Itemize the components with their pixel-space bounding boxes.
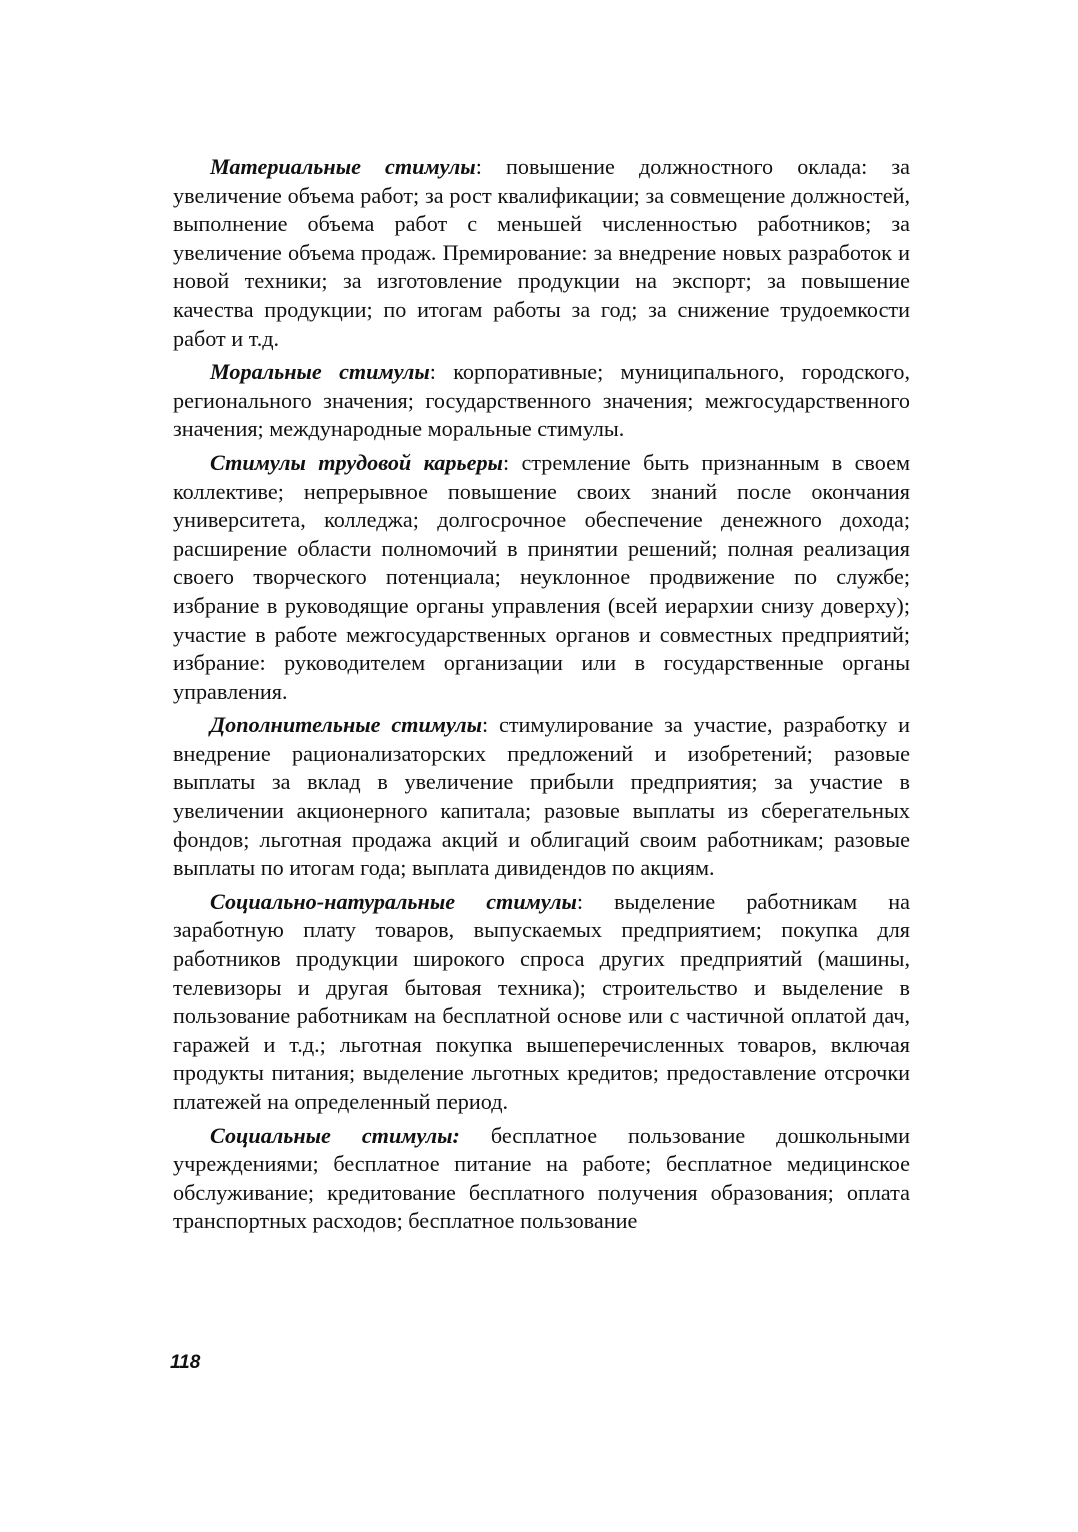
term-career-incentives: Стимулы трудовой карьеры <box>210 449 503 475</box>
paragraph-career-incentives <box>173 449 910 706</box>
paragraph-text: : корпоративные; муниципального, городского, регионального значения; государственного значения; межгосударственного значения; международные моральные стимулы. <box>173 359 910 442</box>
paragraph-text: : стимулирование за участие, разработку и внедрение рационализаторских предложений и изобретений; разовые выплаты за вклад в увеличение прибыли предприятия; за участие в увеличении акционерного капитала; разовые выплаты из сберегательных фондов; льготная продажа акций и облигаций своим работникам; разовые выплаты по итогам года; выплата дивидендов по акциям. <box>173 712 910 881</box>
paragraph-social-natural-incentives <box>173 888 910 1117</box>
term-moral-incentives: Моральные стимулы <box>210 359 430 385</box>
paragraph-moral-incentives <box>173 358 910 444</box>
paragraph-additional-incentives <box>173 711 910 883</box>
paragraph-text: : выделение работникам на заработную плату товаров, выпускаемых предприятием; покупка для работников продукции широкого спроса других предприятий (машины, телевизоры и другая бытовая техника); строительство и выделение в пользование работникам на бесплатной основе или с частичной оплатой дач, гаражей и т.д.; льготная покупка вышеперечисленных товаров, включая продукты питания; выделение льготных кредитов; предоставление отсрочки платежей на определенный период. <box>173 888 910 1114</box>
term-additional-incentives: Дополнительные стимулы <box>210 712 483 738</box>
term-material-incentives: Материальные стимулы <box>210 154 476 179</box>
paragraph-social-incentives <box>173 1122 910 1236</box>
term-social-incentives: Социальные стимулы: <box>210 1122 460 1148</box>
paragraph-text: : повышение должностного оклада: за увеличение объема работ; за рост квалификации; за совмещение должностей, выполнение объема работ с меньшей численностью работников; за увеличение объема продаж. Премирование: за внедрение новых разработок и новой техники; за изготовление продукции на экспорт; за повышение качества продукции; по итогам работы за год; за снижение трудоемкости работ и т.д. <box>173 154 910 351</box>
paragraph-material-incentives <box>173 153 910 353</box>
paragraph-text: бесплатное пользование дошкольными учреждениями; бесплатное питание на работе; бесплатное медицинское обслуживание; кредитование бесплатного получения образования; оплата транспортных расходов; бесплатное пользование <box>173 1122 910 1234</box>
paragraph-text: : стремление быть признанным в своем коллективе; непрерывное повышение своих знаний после окончания университета, колледжа; долгосрочное обеспечение денежного дохода; расширение области полномочий в принятии решений; полная реализация своего творческого потенциала; неуклонное продвижение по службе; избрание в руководящие органы управления (всей иерархии снизу доверху); участие в работе межгосударственных органов и совместных предприятий; избрание: руководителем организации или в государственные органы управления. <box>173 449 910 704</box>
body-text <box>173 153 910 1241</box>
page-number: 118 <box>170 1352 201 1373</box>
term-social-natural-incentives: Социально-натуральные стимулы <box>210 888 577 914</box>
